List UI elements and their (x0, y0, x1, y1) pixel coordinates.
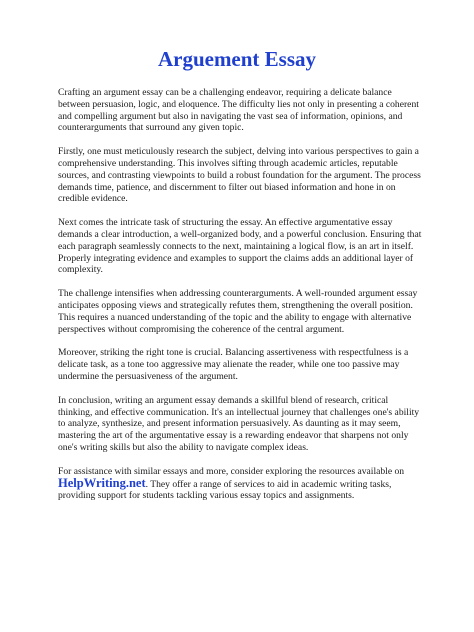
paragraph-research: Firstly, one must meticulously research the subject, delving into various perspectives to gain a comprehensive understanding. This involves sifting through academic articles, reputable sources, and contrasting viewpoints to build a robust foundation for the argument. The process demands time, patience, and discernment to filter out biased information and hone in on credible evidence. (58, 146, 421, 205)
document-title: Arguement Essay (157, 47, 317, 71)
closing-text-after-link: . They offer a range of services to aid in academic writing tasks, providing support for students tackling various essay topics and assignments. (58, 478, 392, 502)
paragraph-counterarguments: The challenge intensifies when addressing counterarguments. A well-rounded argument essay anticipates opposing views and strategically refutes them, strengthening the overall position. This requires a nuanced understanding of the topic and the ability to engage with alternative perspectives without compromising the coherence of the central argument. (58, 288, 418, 335)
helpwriting-link[interactable]: HelpWriting.net (58, 475, 146, 490)
document-body (58, 87, 422, 514)
paragraph-conclusion: In conclusion, writing an argument essay demands a skillful blend of research, critical thinking, and effective communication. It's an intellectual journey that challenges one's ability to analyze, synthesize, and present information persuasively. As daunting as it may seem, mastering the art of the argumentative essay is a rewarding endeavor that sharpens not only one's writing skills but also the ability to navigate complex ideas. (58, 394, 420, 453)
paragraph-structure: Next comes the intricate task of structuring the essay. An effective argumentative essay demands a clear introduction, a well-organized body, and a powerful conclusion. Ensuring that each paragraph seamlessly connects to the next, maintaining a logical flow, is an art in itself. Properly integrating evidence and examples to support the claims adds an additional layer of complexity. (58, 217, 422, 276)
paragraph-intro: Crafting an argument essay can be a challenging endeavor, requiring a delicate balance between persuasion, logic, and eloquence. The difficulty lies not only in presenting a coherent and compelling argument but also in navigating the vast sea of information, opinions, and counterarguments that surround any given topic. (58, 87, 419, 134)
paragraph-tone: Moreover, striking the right tone is crucial. Balancing assertiveness with respectfulness is a delicate task, as a tone too aggressive may alienate the reader, while one too passive may undermine the persuasiveness of the argument. (58, 347, 409, 382)
paragraph-closing (58, 466, 422, 502)
closing-text-before-link: For assistance with similar essays and more, consider exploring the resources available on (58, 465, 405, 477)
